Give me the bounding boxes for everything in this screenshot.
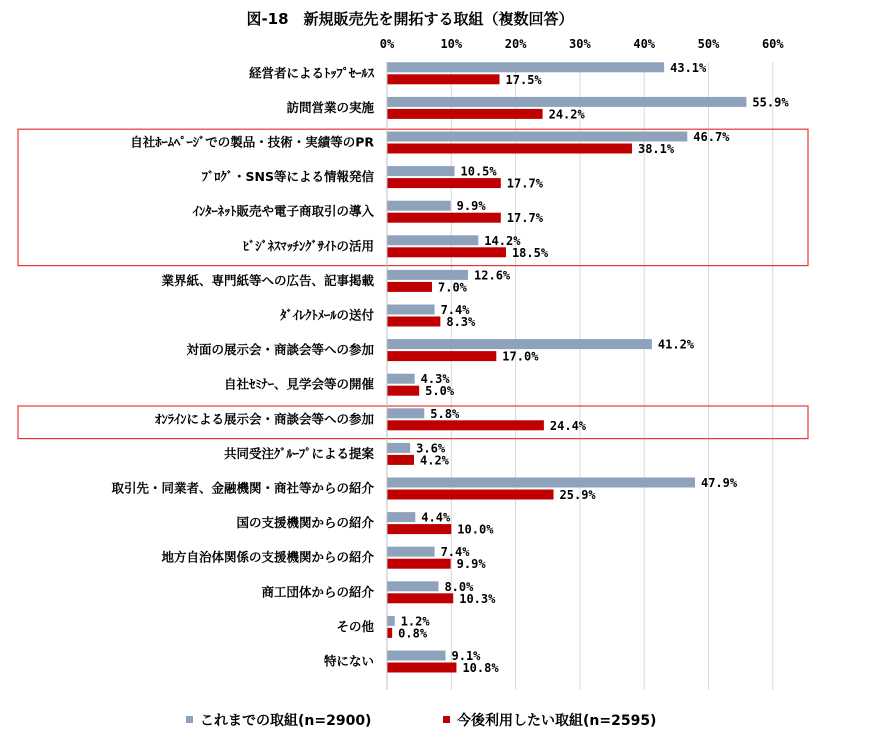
legend-swatch xyxy=(186,716,193,723)
bar-future xyxy=(387,247,506,257)
x-tick-label: 0% xyxy=(379,37,395,51)
data-label-future: 38.1% xyxy=(637,142,675,156)
category-label: ｵﾝﾗｲﾝによる展示会・商談会等への参加 xyxy=(155,411,374,427)
data-label-future: 4.2% xyxy=(420,453,449,468)
data-label-future: 17.0% xyxy=(502,349,539,364)
bar-past xyxy=(387,270,468,280)
bar-future xyxy=(387,144,632,154)
chart-title: 図-18 新規販売先を開拓する取組（複数回答） xyxy=(246,10,574,28)
bar-future xyxy=(387,109,543,119)
data-label-past: 43.1% xyxy=(670,60,707,75)
data-label-future: 8.3% xyxy=(446,315,476,329)
bar-future xyxy=(387,178,501,188)
data-label-future: 5.0% xyxy=(425,384,455,399)
data-label-past: 12.6% xyxy=(474,268,511,283)
bar-past xyxy=(387,581,438,591)
data-label-future: 9.9% xyxy=(456,557,486,572)
x-axis-ticks xyxy=(380,37,785,51)
bar-past xyxy=(387,443,410,453)
data-label-future: 24.2% xyxy=(548,107,585,122)
data-label-past: 7.4% xyxy=(440,303,470,317)
x-tick-label: 30% xyxy=(569,37,591,51)
x-tick-label: 20% xyxy=(504,37,527,51)
x-tick-label: 60% xyxy=(761,37,784,51)
category-label: 地方自治体関係の支援機関からの紹介 xyxy=(161,549,374,565)
data-label-future: 17.7% xyxy=(506,176,543,191)
data-label-past: 5.8% xyxy=(430,406,460,421)
bar-past xyxy=(387,235,478,245)
data-label-past: 9.9% xyxy=(456,199,486,214)
data-label-past: 8.0% xyxy=(444,579,474,594)
bar-future xyxy=(387,524,451,534)
legend xyxy=(186,712,656,729)
bar-past xyxy=(387,62,664,72)
data-label-future: 17.7% xyxy=(506,211,543,226)
data-label-future: 24.4% xyxy=(549,418,587,433)
category-label: ﾀﾞｲﾚｸﾄﾒｰﾙの送付 xyxy=(280,307,374,323)
data-label-past: 4.4% xyxy=(421,510,451,525)
bar-past xyxy=(387,97,746,107)
data-label-future: 0.8% xyxy=(398,626,428,641)
bar-past xyxy=(387,201,451,211)
data-label-past: 41.2% xyxy=(657,337,695,352)
grid-lines xyxy=(451,62,773,690)
data-label-future: 17.5% xyxy=(505,72,542,87)
bar-future xyxy=(387,282,432,292)
data-label-past: 3.6% xyxy=(416,441,446,456)
category-label: 業界紙、専門紙等への広告、記事掲載 xyxy=(161,272,374,288)
data-label-past: 1.2% xyxy=(400,614,430,629)
bar-past xyxy=(387,478,695,488)
bar-past xyxy=(387,166,455,176)
bar-future xyxy=(387,593,453,603)
category-label: 国の支援機関からの紹介 xyxy=(236,515,374,531)
category-label: その他 xyxy=(336,618,374,634)
category-label: 訪問営業の実施 xyxy=(286,99,374,115)
data-label-future: 7.0% xyxy=(438,280,467,295)
bar-future xyxy=(387,420,544,430)
category-label: ﾋﾞｼﾞﾈｽﾏｯﾁﾝｸﾞｻｲﾄの活用 xyxy=(242,238,374,254)
x-tick-label: 50% xyxy=(697,37,720,51)
bar-past xyxy=(387,408,424,418)
bar-future xyxy=(387,490,554,500)
bar-past xyxy=(387,512,415,522)
category-label: ｲﾝﾀｰﾈｯﾄ販売や電子商取引の導入 xyxy=(192,203,374,219)
data-label-future: 10.8% xyxy=(462,661,499,675)
data-label-past: 14.2% xyxy=(484,233,521,248)
bar-future xyxy=(387,455,414,465)
x-tick-label: 40% xyxy=(633,37,656,51)
bar-series xyxy=(387,62,746,672)
legend-swatch xyxy=(443,716,450,723)
bar-past xyxy=(387,374,415,384)
bar-future xyxy=(387,213,501,223)
bar-future xyxy=(387,559,451,569)
bar-future xyxy=(387,74,500,84)
data-label-past: 10.5% xyxy=(460,164,497,179)
data-label-future: 18.5% xyxy=(511,245,549,260)
category-label: 商工団体からの紹介 xyxy=(261,584,374,600)
bar-past xyxy=(387,616,395,626)
bar-past xyxy=(387,339,652,349)
bar-future xyxy=(387,663,456,673)
data-label-future: 25.9% xyxy=(559,488,596,502)
legend-label: 今後利用したい取組(n=2595) xyxy=(457,713,657,729)
data-label-past: 9.1% xyxy=(451,649,481,663)
category-label: 取引先・同業者、金融機関・商社等からの紹介 xyxy=(111,480,374,496)
category-label: 特にない xyxy=(323,653,374,669)
x-tick-label: 10% xyxy=(440,37,463,51)
bar-past xyxy=(387,547,435,557)
data-label-past: 4.3% xyxy=(420,372,450,387)
data-label-past: 7.4% xyxy=(440,545,470,560)
bar-future xyxy=(387,386,419,396)
bar-future xyxy=(387,317,440,327)
category-label: 自社ｾﾐﾅｰ、見学会等の開催 xyxy=(223,376,374,392)
category-labels xyxy=(111,65,374,668)
bar-past xyxy=(387,651,446,661)
data-label-future: 10.0% xyxy=(457,522,494,537)
bar-future xyxy=(387,351,496,361)
data-label-past: 47.9% xyxy=(700,476,738,490)
category-label: 自社ﾎｰﾑﾍﾟｰｼﾞでの製品・技術・実績等のPR xyxy=(130,134,374,150)
category-label: 経営者によるﾄｯﾌﾟｾｰﾙｽ xyxy=(248,65,374,81)
data-label-past: 46.7% xyxy=(693,130,730,144)
category-label: 対面の展示会・商談会等への参加 xyxy=(186,342,374,358)
category-label: 共同受注ｸﾞﾙｰﾌﾟによる提案 xyxy=(223,445,374,461)
data-label-past: 55.9% xyxy=(752,95,789,110)
bar-past xyxy=(387,305,435,315)
data-label-future: 10.3% xyxy=(459,591,496,606)
bar-future xyxy=(387,628,392,638)
legend-label: これまでの取組(n=2900) xyxy=(200,713,372,729)
bar-past xyxy=(387,132,687,142)
category-label: ﾌﾞﾛｸﾞ・SNS等による情報発信 xyxy=(201,169,374,185)
